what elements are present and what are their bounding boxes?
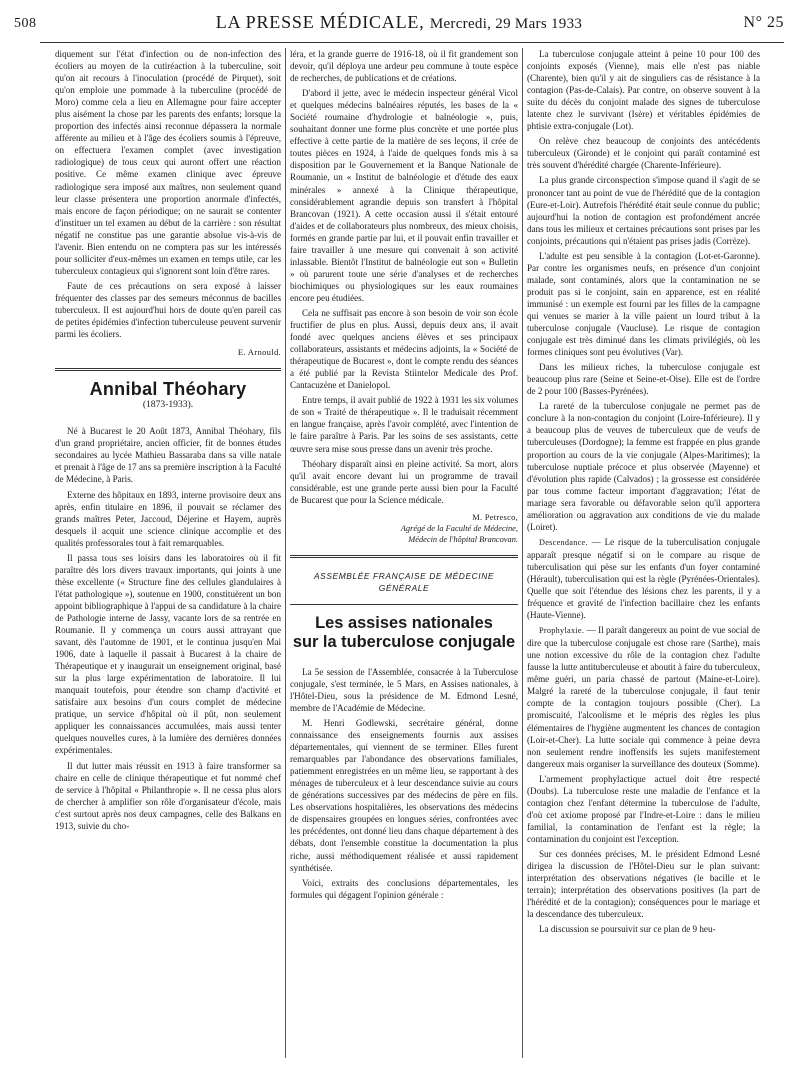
paragraph: Voici, extraits des conclusions départementales, les formules qui dégagent l'opinion générale :	[290, 877, 518, 900]
column-divider-left	[285, 48, 286, 1058]
paragraph-text: — Le risque de la tuberculisation conjugale apparaît presque négatif si on le compare au risque de tuberculisation qui pèse sur les enfants d'un foyer contaminé (Hérault), tuberculisation qui est la règle (Pyrénées-Orientales). Quelle que soit l'étendue des lésions chez les parents, il y a fréquence et gravité de l'infection bacillaire chez les enfants (Haute-Vienne).	[527, 536, 760, 621]
section-kicker: ASSEMBLÉE FRANÇAISE DE MÉDECINE GÉNÉRALE	[313, 570, 495, 593]
paragraph: Cela ne suffisait pas encore à son besoin de voir son école fructifier de plus en plus. Aussi, depuis deux ans, il avait fondé avec quelques anciens élèves et ses principaux collaborateurs, assistants et médecins adjoints, la « Société de thérapeutique de Bucarest », dont le compte rendu des séances a été publié par la Revista Stiintelor Medicale des Prof. Cantacuzène et Danielopol.	[290, 307, 518, 391]
column-right	[527, 48, 760, 935]
article-title-line: sur la tuberculose conjugale	[292, 632, 516, 651]
column-left	[55, 48, 281, 832]
section-lead: Prophylaxie.	[539, 626, 585, 636]
journal-name: LA PRESSE MÉDICALE,	[215, 12, 425, 32]
column-divider-right	[522, 48, 523, 1058]
author-affiliation: Médecin de l'hôpital Brancovan.	[408, 534, 518, 544]
paragraph: Théohary disparaît ainsi en pleine activité. Sa mort, alors qu'il avait encore devant lui un programme de travail considérable, est une grande perte aussi bien pour la Faculté de Bucarest que pour la Science médicale.	[290, 458, 518, 505]
author-signature-block	[290, 512, 518, 545]
paragraph: diquement sur l'état d'infection ou de non-infection des écoliers au moyen de la cutiréaction à la tuberculine, soit qu'on ait recours à l'inoculation (procédé de Pirquet), soit qu'on emploie une pommade à la tuberculine (procédé de Moro) comme cela a lieu en Allemagne pour faire accepter plus aisément la chose par les parents des enfants; lorsque la proportion des infectés ainsi reconnue dépassera la normale afférente au milieu et à l'âge des écoliers soumis à l'épreuve, on effectuera l'examen complet (avec investigation radiologique) de tous ceux qui auront offert une réaction positive. Ce même examen clinique avec épreuve radiologique sera imposé aux maîtres, non seulement quand leur classe présentera une proportion anormale d'infectés, mais encore de façon périodique; on ne saurait se contenter d'instituer un tel examen au début de la carrière : son résultat négatif ne constitue pas une garantie absolue vis-à-vis de l'avenir. Bien entendu on ne comptera pas sur les intéressés pour solliciter d'eux-mêmes un examen en temps utile, car les tuberculeux contagieux qui s'ignorent sont loin d'être rares.	[55, 49, 281, 276]
article-title	[290, 614, 518, 652]
paragraph: D'abord il jette, avec le médecin inspecteur général Vicol et quelques médecins balnéaires réputés, les bases de la « Société roumaine d'hydrologie et balnéologie », puis, souhaitant donner une forme plus concrète et une portée plus effective à cette partie de la matière de ses leçons, il crée de toutes pièces en 1924, à l'aide de quelques fonds mis à sa disposition par le Gouvernement et la Banque Nationale de Roumanie, un « Institut de balnéologie et d'étude des eaux minérales » annexé à la Clinique thérapeutique, considérablement agrandie depuis son transfert à l'hôpital Brancovan (1921). A cette occasion aussi il s'était entouré d'aides et de collaborateurs plus nombreux, des mieux choisis, formés en grande partie par lui, et il pouvait enfin travailler et faire travailler à une mesure qui convenait à son activité inlassable. Bientôt l'Institut de balnéologie eut son « Bulletin » où parurent toute une série d'analyses et de recherches biochimiques ou physiologiques sur les eaux roumaines encore peu étudiées.	[290, 88, 518, 303]
header-rule	[40, 42, 784, 43]
paragraph: On relève chez beaucoup de conjoints des antécédents tuberculeux (Gironde) et le conjoint qui paraît contaminé est très souvent d'hérédité chargée (Charente-Inférieure).	[527, 136, 760, 171]
paragraph	[527, 536, 760, 621]
paragraph: Né à Bucarest le 20 Août 1873, Annibal Théohary, fils d'un grand propriétaire, ancien officier, fit de bonnes études secondaires au lycée Mathieu Bassaraba dans sa ville natale et prenait à l'âge de 17 ans sa première inscription à la Faculté de Médecine, à Paris.	[55, 426, 281, 485]
paragraph: L'adulte est peu sensible à la contagion (Lot-et-Garonne). Par contre les organismes neufs, en présence d'un conjoint malade, sont contaminés, alors que la contamination ne se produit pas si le conjoint, sain en apparence, est en réalité immunisé : un exemple est fourni par les filles de la campagne qui venues se marier à la ville paient un lourd tribut à la tuberculose conjugale (Vaucluse). Le risque de contagion conjugale est très diminué dans les climats privilégiés, où les formes cliniques sont peu évolutives (Var).	[527, 250, 760, 358]
paragraph: M. Henri Godlewski, secrétaire général, donne connaissance des enseignements fournis aux assises départementales, qui viennent de se terminer. Elles furent remarquables par l'abondance des observations familiales, patiemment enregistrées en un même lieu, se rapportant à des ménages de tuberculeux et à leur descendance suivie au cours de générations successives par des médecins de père en fils. Les observations hospitalières, les observations des médecins de dispensaires groupées en longues séries, confrontées avec les précédentes, ont donné lieu dans chaque département à des débats, dont l'ensemble constitue la documentation la plus riche, aussi méthodiquement réalisée et aussi rapidement synthétisée.	[290, 718, 518, 873]
paragraph: Il dut lutter mais réussit en 1913 à faire transformer sa chaire en celle de clinique thérapeutique et fut nommé chef de service à l'hôpital « Philanthropie ». Il ne cessa plus alors de chercher à amplifier son rôle d'organisateur d'école, mais c'est surtout après nos deux campagnes, celle des Balkans en 1913, suivie du cho-	[55, 760, 281, 831]
paragraph: L'armement prophylactique actuel doit être respecté (Doubs). La tuberculose reste une maladie de l'enfance et la contagion chez l'enfant détermine la tuberculose de l'adulte, d'où cet axiome proposé par l'Indre-et-Loire : dans le milieu familial, la contamination de l'enfant est la règle; la contamination du conjoint est l'exception.	[527, 773, 760, 844]
paragraph: Sur ces données précises, M. le président Edmond Lesné dirigea la discussion de l'Hôtel-Dieu sur le plan suivant: interprétation des observations négatives (le bacille et le terrain); interprétation des observations positives (la part de l'hérédité et de la contagion); conséquences pour le mariage et la descendance des tuberculeux.	[527, 849, 760, 920]
paragraph-text: — Il paraît dangereux au point de vue social de dire que la tuberculose conjugale est chose rare (Sarthe), mais une notion excessive du rôle de la contagion chez l'adulte fausse la lutte antituberculeuse et aboutit à faire du tuberculeux, même guéri, un paria chassé de partout (Maine-et-Loire). Malgré la rareté de la tuberculose conjugale, il faut tenir compte de la contagion toujours possible (Cher). La promiscuité, l'alcoolisme et le mépris des règles les plus élémentaires de l'hygiène augmentent les chances de contagion (Loir-et-Cher). La lutte sociale qui commence à peine devra non seulement rendre inoffensifs les sujets manifestement dangereux mais organiser la surveillance des douteux (Somme).	[527, 625, 760, 769]
paragraph: La 5e session de l'Assemblée, consacrée à la Tuberculose conjugale, s'est terminée, le 5 Mars, en Assises nationales, à l'Hôtel-Dieu, sous la présidence de M. Edmond Lesné, membre de l'Académie de Médecine.	[290, 666, 518, 713]
issue-date: Mercredi, 29 Mars 1933	[429, 16, 583, 32]
section-lead: Descendance.	[539, 537, 588, 547]
section-divider	[55, 368, 281, 371]
kicker-rule	[290, 604, 518, 605]
paragraph: La plus grande circonspection s'impose quand il s'agit de se prononcer tant au point de vue de l'hérédité que de la contagion (Eure-et-Loir). Autrefois l'hérédité était seule connue du public; aujourd'hui la notion de contagion est profondément ancrée dans tous les milieux et certaines précautions sont prises par les conjoints, précautions qui n'étaient pas prises jadis (Corrèze).	[527, 175, 760, 246]
author-title: Agrégé de la Faculté de Médecine,	[400, 523, 518, 533]
paragraph: Entre temps, il avait publié de 1922 à 1931 les six volumes de son « Traité de thérapeutique ». Il le traduisait récemment en langue française, après l'avoir complété, avec l'intention de le faire paraître à Paris. Par les soins de ses assistants, cette œuvre sera mise sous presse dans un avenir très proche.	[290, 395, 518, 454]
paragraph	[527, 624, 760, 770]
paragraph: La rareté de la tuberculose conjugale ne permet pas de conclure à la non-contagion du conjoint (Loire-Inférieure). Il y a beaucoup plus de veuves de tuberculeux que de veufs de tuberculeuses (Dordogne); la femme est frappée en plus grande proportion au cours de la vie conjugale (Alpes-Maritimes); la tuberculose nuptiale précoce et plus observée (Mayenne) et d'évolution plus rapide (Calvados) ; la grossesse est considérée par tous comme facteur important d'aggravation; l'état de mariage sera favorable ou défavorable selon qu'il apportera amélioration ou aggravation aux conditions de vie du malade (Loiret).	[527, 401, 760, 532]
paragraph: Faute de ces précautions on sera exposé à laisser fréquenter des classes par des semeurs méconnus de bacilles tuberculeux. Il est aujourd'hui hors de doute qu'en pareil cas de petites épidémies d'infection tuberculeuse peuvent survenir parmi les écoliers.	[55, 280, 281, 340]
section-divider	[290, 555, 518, 558]
author-signature: E. Arnould.	[237, 347, 281, 358]
paragraph: Il passa tous ses loisirs dans les laboratoires où il fit paraître dès lors divers travaux importants, qui joints à une thèse excellente (« Structure fine des cellules glandulaires à l'état pathologique »), soutenue en 1900, constituèrent un bon appoint bibliographique à l'appui de sa candidature à la chaire de Pathologie interne de Jassy, vacante lors de sa rentrée en Roumanie. Il y commença un cours aussi attrayant que savant, dès l'automne de 1901, et le continua jusqu'en Mai 1906, date à laquelle il passait à Bucarest à la chaire de Thérapeutique et y inaugurait un enseignement original, basé sur la plus large expérimentation de laboratoire. Il lui manquait toutefois, pour étendre son champ d'activité et satisfaire aux besoins d'un cours complet de médecine pratique, un service d'hôpital où il pût, non seulement appliquer les connaissances accumulées, mais aussi tenter quelques nouvelles cures, à la lumière des dernières données expérimentales.	[55, 552, 281, 756]
paragraph: Externe des hôpitaux en 1893, interne provisoire deux ans après, enfin titulaire en 1896, il pouvait se réclamer des grands maîtres Peter, Jaccoud, Déjerine et Hayem, auprès desquels il acquit une science clinique accomplie et des qualités professorales tout à fait remarquables.	[55, 489, 281, 548]
masthead	[14, 12, 784, 33]
obituary-title: Annibal Théohary	[89, 379, 247, 400]
paragraph: Dans les milieux riches, la tuberculose conjugale est beaucoup plus rare (Seine et Seine-et-Oise). Elle est de l'ordre de 2 pour 100 (Basses-Pyrénées).	[527, 362, 760, 397]
paragraph: La discussion se poursuivit sur ce plan de 9 heu-	[539, 924, 716, 935]
paragraph: léra, et la grande guerre de 1916-18, où il fit grandement son devoir, qu'il déploya une ardeur peu commune à toute espèce de recherches, de publications et de créations.	[290, 49, 518, 84]
paragraph: La tuberculose conjugale atteint à peine 10 pour 100 des conjoints exposés (Vienne), mais elle n'est pas niable (Charente), bien qu'il y ait de singuliers cas de résistance à la contagion (Pas-de-Calais). Par contre, on observe souvent à la suite du décès du conjoint malade des signes de tuberculose latente chez le survivant (Isère) et véritables épidémies de phtisie extra-conjugale (Lot).	[527, 49, 760, 132]
author-name: M. Petresco,	[472, 512, 518, 522]
obituary-years: (1873-1933).	[142, 399, 194, 411]
page-number: 508	[14, 16, 37, 31]
page-header	[14, 2, 784, 38]
column-middle	[290, 48, 518, 901]
issue-number: N° 25	[743, 14, 784, 31]
article-title-line: Les assises nationales	[315, 613, 493, 632]
